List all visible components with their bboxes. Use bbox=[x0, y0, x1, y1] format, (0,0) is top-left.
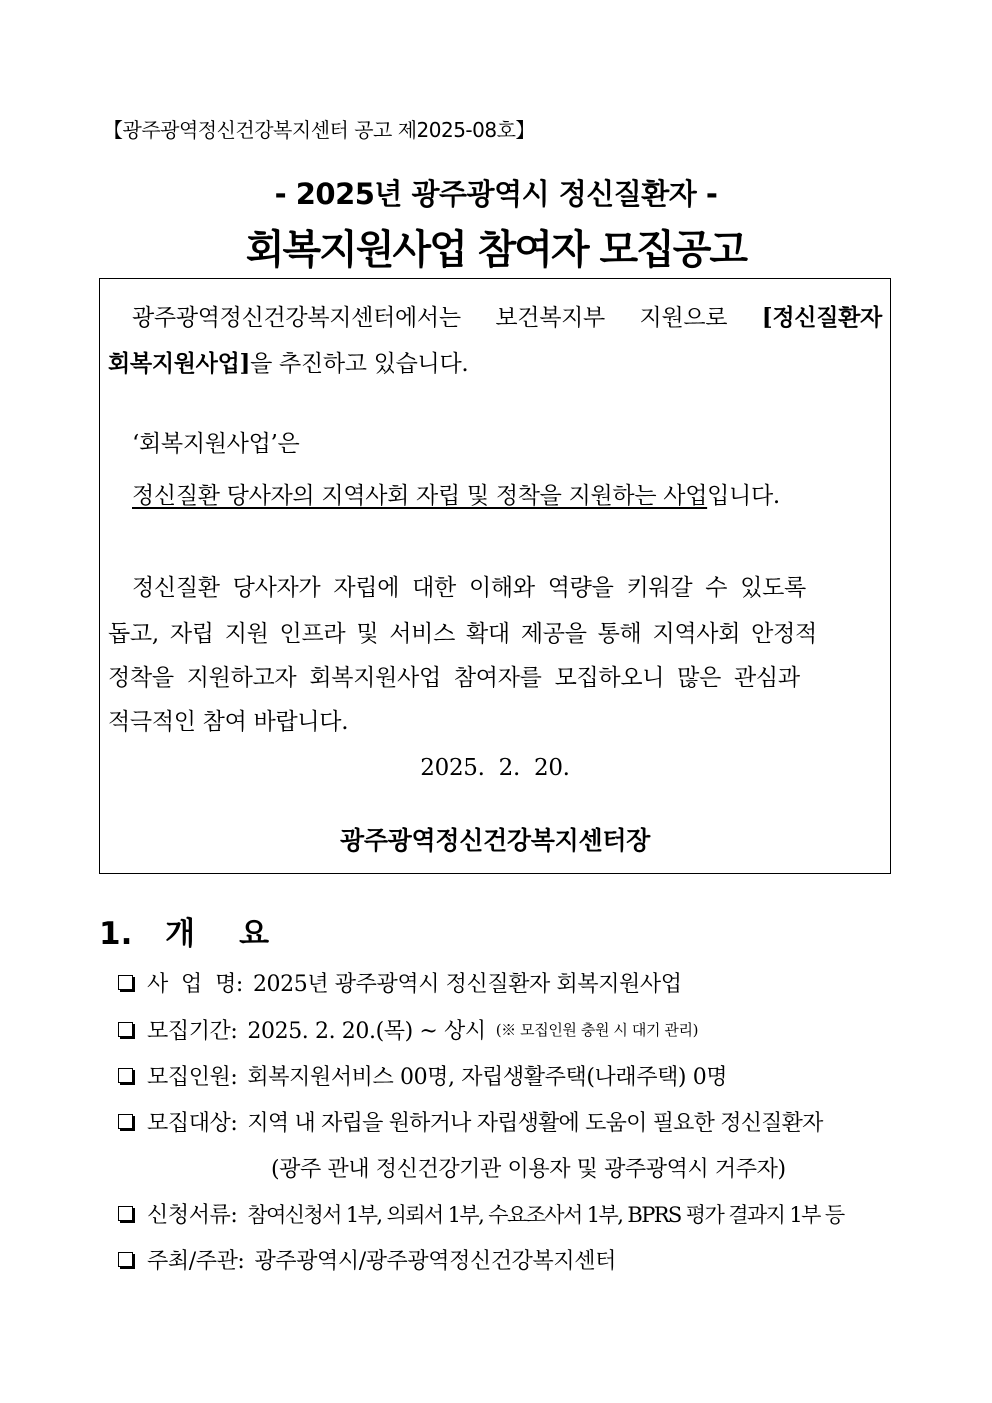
intro-p1-line1 bbox=[132, 299, 882, 332]
item-note: (※ 모집인원 충원 시 대기 관리) bbox=[495, 1021, 699, 1039]
checkbox-bullet-icon bbox=[118, 1206, 133, 1221]
intro-p3-line2: 돕고, 자립 지원 인프라 및 서비스 확대 제공을 통해 지역사회 안정적 bbox=[108, 621, 817, 647]
text-segment: 회복지원사업] bbox=[108, 350, 251, 377]
section-number: 1. bbox=[99, 916, 133, 952]
title-line-1: - 2025년 광주광역시 정신질환자 - bbox=[274, 177, 718, 211]
item-label: 사 업 명: bbox=[147, 972, 243, 997]
intro-p3-line3: 정착을 지원하고자 회복지원사업 참여자를 모집하오니 많은 관심과 bbox=[108, 665, 800, 691]
signature: 광주광역정신건강복지센터장 bbox=[339, 826, 651, 855]
notice-date: 2025. 2. 20. bbox=[420, 755, 570, 781]
item-label: 모집인원: bbox=[147, 1065, 238, 1090]
item-label: 신청서류: bbox=[147, 1203, 238, 1228]
checkbox-bullet-icon bbox=[118, 1022, 133, 1037]
intro-p3-line1: 정신질환 당사자가 자립에 대한 이해와 역량을 키워갈 수 있도록 bbox=[132, 575, 806, 601]
item-label: 모집대상: bbox=[147, 1111, 238, 1136]
text-segment: [정신질환자 bbox=[761, 304, 882, 331]
checkbox-bullet-icon bbox=[118, 1114, 133, 1129]
item-value: 2025년 광주광역시 정신질환자 회복지원사업 bbox=[252, 972, 682, 997]
checkbox-bullet-icon bbox=[118, 1252, 133, 1267]
item-value: 회복지원서비스 00명, 자립생활주택(나래주택) 0명 bbox=[247, 1065, 728, 1090]
text-segment: 광주광역정신건강복지센터에서는 bbox=[132, 305, 461, 331]
item-label: 모집기간: bbox=[147, 1019, 238, 1044]
checkbox-bullet-icon bbox=[118, 975, 133, 990]
intro-p2-line1: ‘회복지원사업’은 bbox=[132, 431, 300, 457]
overview-item-project-name bbox=[118, 967, 682, 998]
intro-p2-line2 bbox=[132, 477, 780, 510]
underlined-phrase: 정신질환 당사자의 지역사회 자립 및 정착을 지원하는 사업 bbox=[132, 483, 708, 509]
title-line-2: 회복지원사업 참여자 모집공고 bbox=[245, 227, 747, 273]
item-value: 참여신청서 1부, 의뢰서 1부, 수요조사서 1부, BPRS 평가 결과지 1부 등 bbox=[247, 1202, 844, 1227]
item-value: 2025. 2. 20.(목) ~ 상시 bbox=[247, 1019, 486, 1044]
section-title-part: 요 bbox=[239, 916, 270, 952]
overview-item-documents bbox=[118, 1198, 844, 1229]
item-value: 지역 내 자립을 원하거나 자립생활에 도움이 필요한 정신질환자 bbox=[247, 1111, 823, 1136]
overview-item-target bbox=[118, 1106, 823, 1137]
text-segment: 지원으로 bbox=[639, 305, 728, 331]
checkbox-bullet-icon bbox=[118, 1068, 133, 1083]
overview-item-period bbox=[118, 1014, 698, 1045]
overview-item-organizer bbox=[118, 1244, 616, 1275]
text-segment: 입니다. bbox=[707, 483, 780, 509]
text-segment: 을 추진하고 있습니다. bbox=[250, 351, 469, 377]
overview-item-target-detail: (광주 관내 정신건강기관 이용자 및 광주광역시 거주자) bbox=[271, 1157, 786, 1182]
overview-item-capacity bbox=[118, 1060, 727, 1091]
intro-p1-line2 bbox=[108, 345, 468, 378]
text-segment: 보건복지부 bbox=[495, 305, 605, 331]
intro-box bbox=[99, 278, 891, 874]
section-title-part: 개 bbox=[165, 916, 196, 952]
notice-number: 【광주광역정신건강복지센터 공고 제2025-08호】 bbox=[103, 118, 535, 142]
item-value: 광주광역시/광주광역정신건강복지센터 bbox=[254, 1249, 616, 1274]
intro-p3-line4: 적극적인 참여 바랍니다. bbox=[108, 709, 349, 735]
section-heading bbox=[99, 908, 269, 953]
item-label: 주최/주관: bbox=[147, 1249, 245, 1274]
